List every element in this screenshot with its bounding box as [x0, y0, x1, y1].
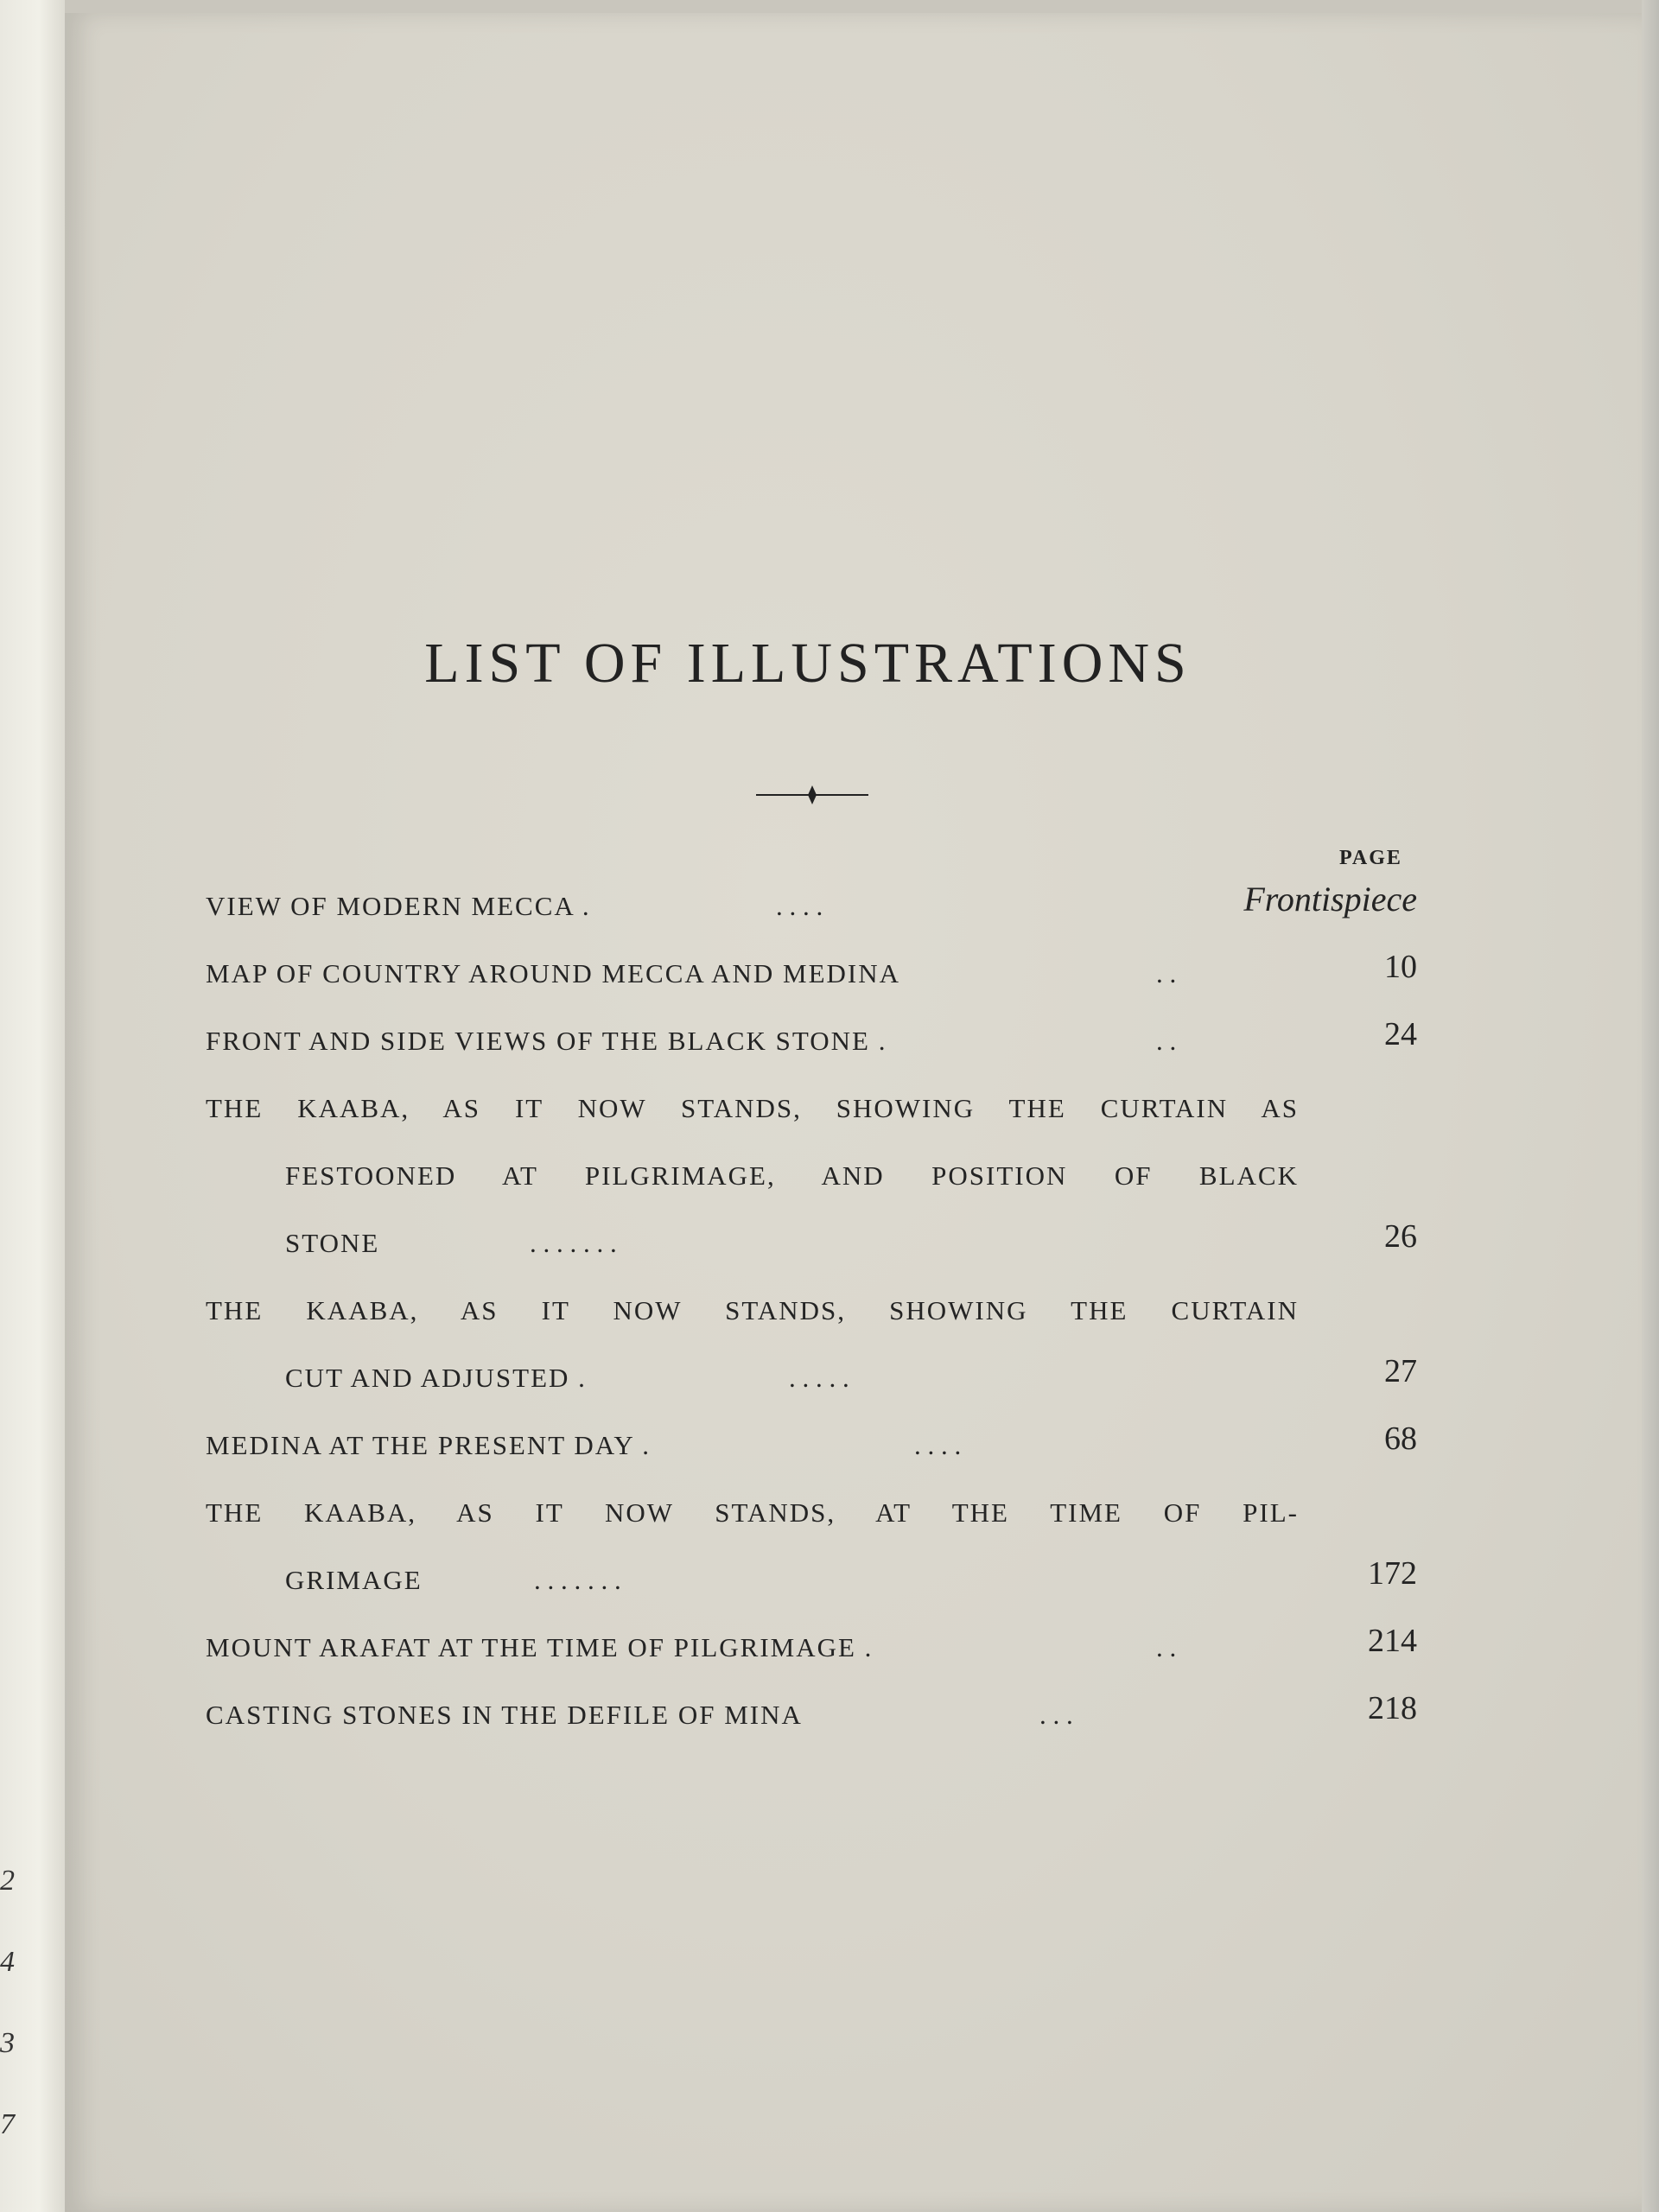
entry-title-line: THE KAABA, AS IT NOW STANDS, SHOWING THE CURTAIN	[206, 1295, 1299, 1325]
entry-title-line: THE KAABA, AS IT NOW STANDS, AT THE TIME OF PIL-	[206, 1497, 1299, 1528]
entry-page: 214	[1368, 1623, 1417, 1659]
entry-page: 26	[1384, 1218, 1417, 1255]
facing-digit: 4	[0, 1946, 15, 1978]
entry-title-line: THE KAABA, AS IT NOW STANDS, SHOWING THE CURTAIN AS	[206, 1093, 1299, 1123]
dot-leader: . . . .	[914, 1430, 962, 1460]
entry-page: 10	[1384, 949, 1417, 985]
entry-title: FRONT AND SIDE VIEWS OF THE BLACK STONE .	[206, 1026, 887, 1056]
list-item	[206, 1614, 1415, 1681]
entry-title: CASTING STONES IN THE DEFILE OF MINA	[206, 1700, 803, 1730]
page-column-header: PAGE	[1339, 847, 1402, 869]
ornament-divider	[756, 782, 868, 808]
facing-digit: 3	[0, 2027, 15, 2059]
list-item	[206, 1007, 1415, 1075]
list-item-continuation	[206, 1210, 1415, 1277]
entry-page: 68	[1384, 1421, 1417, 1457]
list-item	[206, 1412, 1415, 1479]
list-item-continuation	[206, 1344, 1415, 1412]
facing-digit: 7	[0, 2108, 15, 2140]
entry-title-line: STONE	[285, 1228, 380, 1258]
list-item	[206, 1075, 1415, 1142]
facing-page-edge	[0, 0, 65, 2212]
list-item-continuation	[206, 1547, 1415, 1614]
entry-title-line: GRIMAGE	[285, 1565, 423, 1595]
dot-leader: . . . . . . .	[530, 1228, 617, 1258]
entry-page: 218	[1368, 1690, 1417, 1726]
dot-leader: . . . .	[776, 891, 823, 921]
entry-title-line: CUT AND ADJUSTED .	[285, 1363, 587, 1393]
entry-page: Frontispiece	[1243, 880, 1417, 918]
dot-leader: . . . . .	[789, 1363, 849, 1393]
entry-title: MAP OF COUNTRY AROUND MECCA AND MEDINA	[206, 958, 901, 988]
list-item	[206, 940, 1415, 1007]
dot-leader: . .	[1156, 1026, 1177, 1056]
entry-title: VIEW OF MODERN MECCA .	[206, 891, 591, 921]
entry-title-line: FESTOONED AT PILGRIMAGE, AND POSITION OF BLACK	[285, 1160, 1299, 1191]
facing-page-digits	[0, 1866, 17, 2191]
illustrations-list	[206, 873, 1415, 1749]
dot-leader: . . .	[1039, 1700, 1073, 1730]
facing-digit: 2	[0, 1865, 15, 1897]
list-item	[206, 873, 1415, 940]
entry-title: MEDINA AT THE PRESENT DAY .	[206, 1430, 652, 1460]
list-item	[206, 1479, 1415, 1547]
list-item	[206, 1681, 1415, 1749]
entry-page: 172	[1368, 1555, 1417, 1592]
entry-page: 27	[1384, 1353, 1417, 1389]
page-title: LIST OF ILLUSTRATIONS	[424, 632, 1192, 695]
list-item-continuation	[206, 1142, 1415, 1210]
list-item	[206, 1277, 1415, 1344]
page-right-edge	[1642, 0, 1659, 2212]
entry-title: MOUNT ARAFAT AT THE TIME OF PILGRIMAGE .	[206, 1632, 874, 1662]
dot-leader: . . . . . . .	[534, 1565, 621, 1595]
dot-leader: . .	[1156, 958, 1177, 988]
entry-page: 24	[1384, 1016, 1417, 1052]
dot-leader: . .	[1156, 1632, 1177, 1662]
